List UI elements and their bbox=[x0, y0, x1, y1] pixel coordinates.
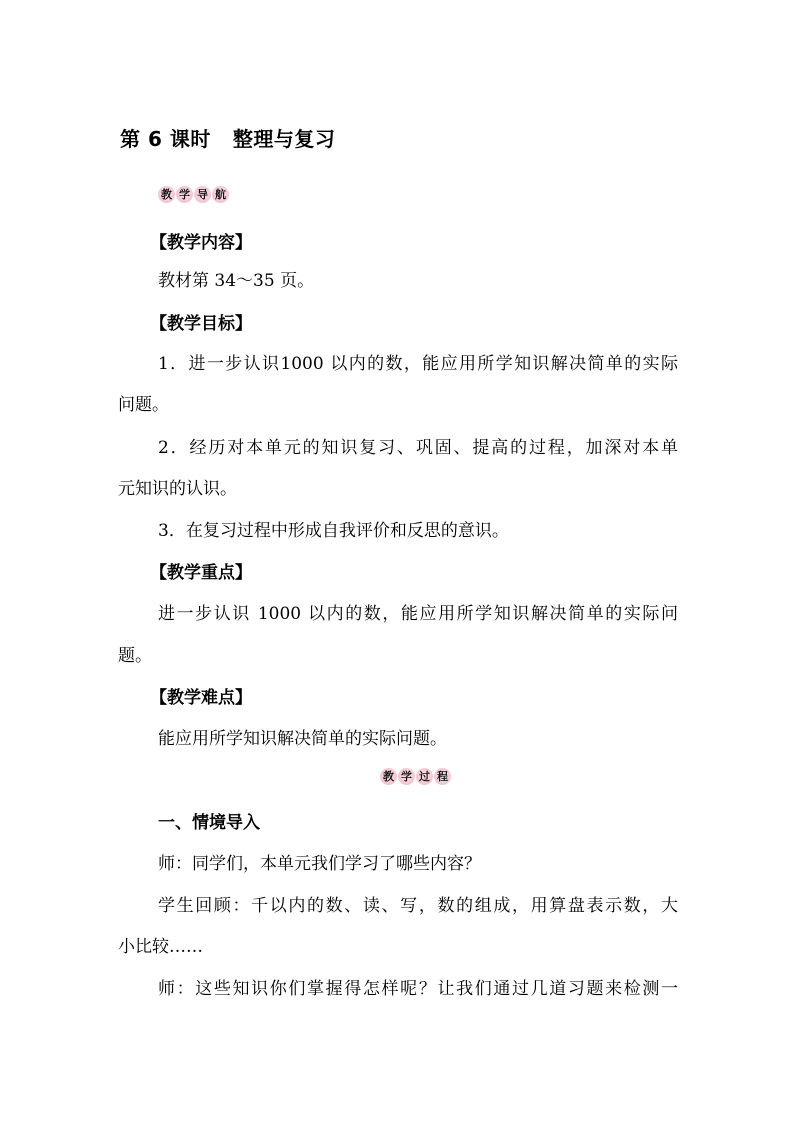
lesson-title bbox=[120, 123, 335, 152]
goal-2-line-1: 2．经历对本单元的知识复习、巩固、提高的过程，加深对本单 bbox=[158, 438, 678, 458]
key-line-2: 题。 bbox=[118, 646, 152, 666]
badge-char: 学 bbox=[398, 768, 415, 785]
key-line-1: 进一步认识 1000 以内的数，能应用所学知识解决简单的实际问 bbox=[158, 604, 678, 624]
goal-1-line-1: 1．进一步认识1000 以内的数，能应用所学知识解决简单的实际 bbox=[158, 354, 678, 374]
badge-char: 学 bbox=[176, 186, 193, 203]
badge-char: 过 bbox=[416, 768, 433, 785]
goals-heading: 【教学目标】 bbox=[150, 314, 252, 334]
key-heading: 【教学重点】 bbox=[150, 563, 252, 583]
goal-2-line-2: 元知识的认识。 bbox=[118, 479, 237, 499]
content-text: 教材第 34～35 页。 bbox=[158, 271, 315, 291]
badge-char: 程 bbox=[434, 768, 451, 785]
badge-char: 教 bbox=[380, 768, 397, 785]
student-line-2: 小比较…… bbox=[118, 937, 203, 957]
goal-1-line-2: 问题。 bbox=[118, 395, 169, 415]
badge-char: 教 bbox=[158, 186, 175, 203]
teaching-process-badge bbox=[380, 768, 451, 785]
teaching-nav-badge bbox=[158, 186, 229, 203]
lesson-number: 第 6 课时 bbox=[120, 127, 211, 151]
difficult-heading: 【教学难点】 bbox=[150, 688, 252, 708]
lesson-topic: 整理与复习 bbox=[232, 127, 336, 151]
badge-char: 航 bbox=[212, 186, 229, 203]
part1-heading: 一、情境导入 bbox=[158, 813, 260, 833]
goal-3: 3．在复习过程中形成自我评价和反思的意识。 bbox=[158, 521, 509, 541]
badge-char: 导 bbox=[194, 186, 211, 203]
student-line-1: 学生回顾：千以内的数、读、写，数的组成，用算盘表示数，大 bbox=[158, 896, 678, 916]
content-heading: 【教学内容】 bbox=[150, 233, 252, 253]
teacher-line-2: 师：这些知识你们掌握得怎样呢？让我们通过几道习题来检测一 bbox=[158, 979, 678, 999]
teacher-line-1: 师：同学们，本单元我们学习了哪些内容？ bbox=[158, 854, 481, 874]
difficult-text: 能应用所学知识解决简单的实际问题。 bbox=[158, 729, 447, 749]
